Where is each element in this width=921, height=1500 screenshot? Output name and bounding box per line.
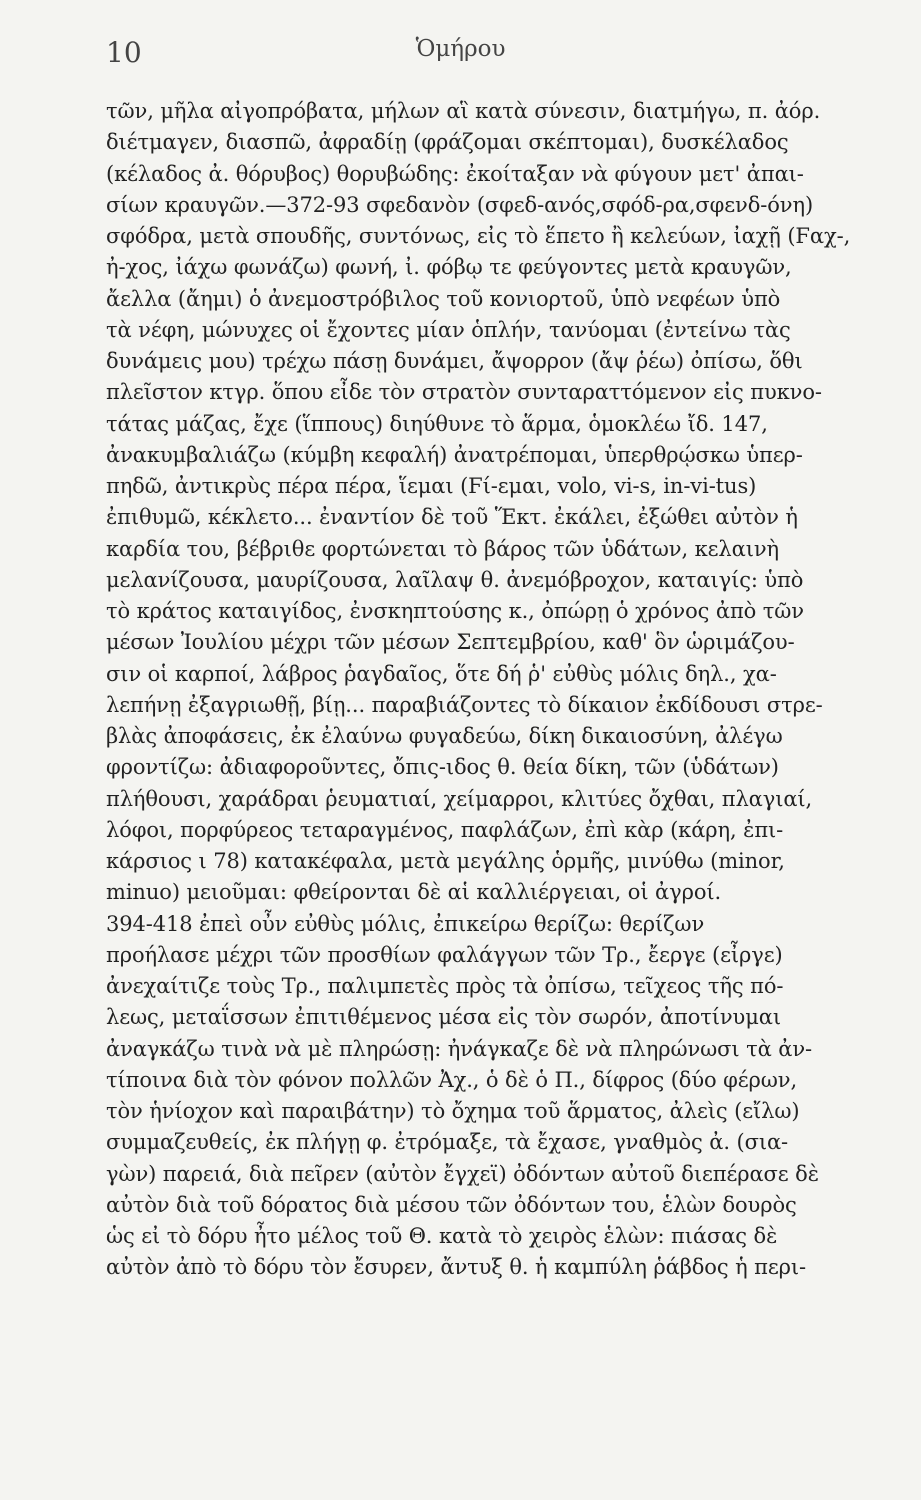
text-line: ἄελλα (ἄημι) ὁ ἀνεμοστρόβιλος τοῦ κονιορτοῦ, ὑπὸ νεφέων ὑπὸ <box>106 286 781 311</box>
text-line: μελανίζουσα, μαυρίζουσα, λαῖλαψ θ. ἀνεμόβροχον, καταιγίς: ὑπὸ <box>106 567 804 592</box>
text-line: λόφοι, πορφύρεος τεταραγμένος, παφλάζων, ἐπὶ κὰρ (κάρη, ἐπι- <box>106 817 784 842</box>
text-line: ἀναγκάζω τινὰ νὰ μὲ πληρώσῃ: ἠνάγκαζε δὲ νὰ πληρώνωσι τὰ ἀν- <box>106 1036 813 1061</box>
text-line: αὐτὸν διὰ τοῦ δόρατος διὰ μέσου τῶν ὀδόντων του, ἑλὼν δουρὸς <box>106 1192 797 1217</box>
text-line: πηδῶ, ἀντικρὺς πέρα πέρα, ἵεμαι (Ϝί-εμαι, volo, vi-s, in-vi-tus) <box>106 474 757 498</box>
text-line: μέσων Ἰουλίου μέχρι τῶν μέσων Σεπτεμβρίου, καθ' ὃν ὡριμάζου- <box>106 630 795 655</box>
text-line: διέτμαγεν, διασπῶ, ἀφραδίῃ (φράζομαι σκέπτομαι), δυσκέλαδος <box>106 130 789 155</box>
text-line: 394-418 ἐπεὶ οὖν εὐθὺς μόλις, ἐπικείρω θερίζω: θερίζων <box>106 911 705 936</box>
text-line: ἐπιθυμῶ, κέκλετο... ἐναντίον δὲ τοῦ Ἕκτ. ἐκάλει, ἐξώθει αὐτὸν ἡ <box>106 505 798 530</box>
text-line: πλήθουσι, χαράδραι ῥευματιαί, χείμαρροι, κλιτύες ὄχθαι, πλαγιαί, <box>106 786 813 811</box>
text-line: σίων κραυγῶν.—372-93 σφεδανὸν (σφεδ-ανός,σφόδ-ρα,σφενδ-όνη) <box>106 192 814 217</box>
text-line: φροντίζω: ἀδιαφοροῦντες, ὄπις-ιδος θ. θεία δίκη, τῶν (ὑδάτων) <box>106 755 779 780</box>
text-line: λεως, μεταΐσσων ἐπιτιθέμενος μέσα εἰς τὸν σωρόν, ἀποτίνυμαι <box>106 1005 781 1030</box>
text-line: ἠ-χος, ἰάχω φωνάζω) φωνή, ἰ. φόβῳ τε φεύγοντες μετὰ κραυγῶν, <box>106 255 792 280</box>
body-text <box>106 96 906 1284</box>
text-line: συμμαζευθείς, ἐκ πλήγῃ φ. ἐτρόμαξε, τὰ ἔχασε, γναθμὸς ἀ. (σια- <box>106 1130 789 1155</box>
text-line: τὰ νέφη, μώνυχες οἱ ἔχοντες μίαν ὁπλήν, τανύομαι (ἐντείνω τὰς <box>106 317 791 342</box>
text-line: δυνάμεις μου) τρέχω πάσῃ δυνάμει, ἄψορρον (ἄψ ῥέω) ὀπίσω, ὅθι <box>106 349 803 373</box>
text-line: πλεῖστον κτγρ. ὅπου εἶδε τὸν στρατὸν συνταραττόμενον εἰς πυκνο- <box>106 380 822 405</box>
page-number: 10 <box>106 36 142 69</box>
text-line: ἀνακυμβαλιάζω (κύμβη κεφαλή) ἀνατρέπομαι, ὑπερθρῴσκω ὑπερ- <box>106 442 803 467</box>
text-line: τὸ κράτος καταιγίδος, ἐνσκηπτούσης κ., ὀπώρῃ ὁ χρόνος ἀπὸ τῶν <box>106 599 804 623</box>
text-line: τῶν, μῆλα αἰγοπρόβατα, μήλων αἳ κατὰ σύνεσιν, διατμήγω, π. ἀόρ. <box>106 99 821 123</box>
text-line: ἀνεχαίτιζε τοὺς Τρ., παλιμπετὲς πρὸς τὰ ὀπίσω, τεῖχεος τῆς πό- <box>106 974 784 998</box>
text-line: minuo) μειοῦμαι: φθείρονται δὲ αἱ καλλιέργειαι, οἱ ἀγροί. <box>106 880 722 905</box>
text-line: προήλασε μέχρι τῶν προσθίων φαλάγγων τῶν Τρ., ἔεργε (εἶργε) <box>106 942 783 967</box>
text-line: ὡς εἰ τὸ δόρυ ἦτο μέλος τοῦ Θ. κατὰ τὸ χειρὸς ἑλὼν: πιάσας δὲ <box>106 1224 778 1248</box>
text-line: τίποινα διὰ τὸν φόνον πολλῶν Ἀχ., ὁ δὲ ὁ Π., δίφρος (δύο φέρων, <box>106 1067 798 1092</box>
text-line: αὐτὸν ἀπὸ τὸ δόρυ τὸν ἔσυρεν, ἄντυξ θ. ἡ καμπύλη ῥάβδος ἡ περι- <box>106 1255 806 1280</box>
running-title: Ὁμήρου <box>415 36 506 62</box>
text-line: τάτας μάζας, ἔχε (ἵππους) διηύθυνε τὸ ἅρμα, ὁμοκλέω ἴδ. 147, <box>106 411 768 436</box>
text-line: καρδία του, βέβριθε φορτώνεται τὸ βάρος τῶν ὑδάτων, κελαινὴ <box>106 536 779 561</box>
text-line: τὸν ἡνίοχον καὶ παραιβάτην) τὸ ὄχημα τοῦ ἅρματος, ἀλεὶς (εἴλω) <box>106 1099 800 1123</box>
text-line: σιν οἱ καρποί, λάβρος ῥαγδαῖος, ὅτε δή ῥ' εὐθὺς μόλις δηλ., χα- <box>106 661 777 686</box>
text-line: σφόδρα, μετὰ σπουδῆς, συντόνως, εἰς τὸ ἕπετο ἢ κελεύων, ἰαχῇ (Ϝαχ-, <box>106 224 851 248</box>
text-line: κάρσιος ι 78) κατακέφαλα, μετὰ μεγάλης ὁρμῆς, μινύθω (minor, <box>106 849 785 873</box>
text-line: (κέλαδος ἀ. θόρυβος) θορυβώδης: ἐκοίταξαν νὰ φύγουν μετ' ἀπαι- <box>106 161 804 186</box>
text-line: βλὰς ἀποφάσεις, ἐκ ἐλαύνω φυγαδεύω, δίκη δικαιοσύνη, ἀλέγω <box>106 724 783 748</box>
text-line: γὼν) παρειά, διὰ πεῖρεν (αὐτὸν ἔγχεϊ) ὀδόντων αὐτοῦ διεπέρασε δὲ <box>106 1161 819 1186</box>
text-line: λεπήνῃ ἐξαγριωθῇ, βίῃ... παραβιάζοντες τὸ δίκαιον ἐκδίδουσι στρε- <box>106 692 823 717</box>
